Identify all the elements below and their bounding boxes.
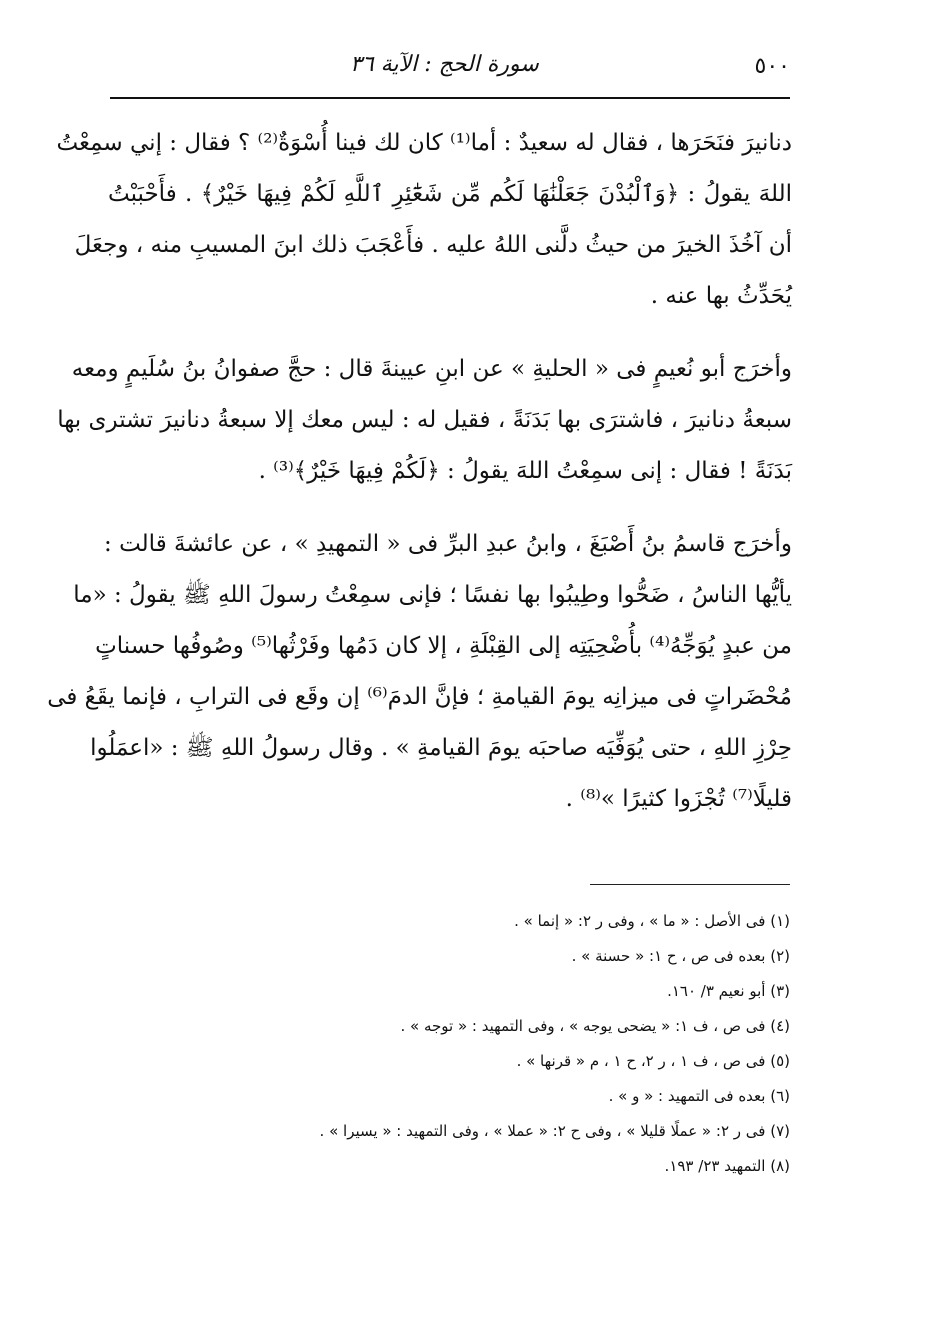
text-line: مُحْضَراتٍ فى ميزانِه يومَ القيامةِ ؛ فإنَّ الدمَ⁽⁶⁾ إن وقَع فى الترابِ ، فإنما يقَعُ فى — [47, 684, 792, 710]
footnote: (٢) بعده فى ص ، ح ١: « حسنة » . — [571, 947, 790, 965]
text-line: حِرْزِ اللهِ ، حتى يُوَفِّيَه صاحبَه يومَ القيامةِ » . وقال رسولُ اللهِ ﷺ : «اعمَلُوا — [90, 735, 792, 761]
text-line: بَدَنَةً ! فقال : إنى سمِعْتُ اللهَ يقولُ : ﴿لَكُمْ فِيهَا خَيْرٌ﴾⁽³⁾ . — [258, 458, 792, 484]
footnote-divider — [590, 884, 790, 885]
footnote: (١) فى الأصل : « ما » ، وفى ر ٢: « إنما » . — [514, 912, 790, 930]
page-number: ٥٠٠ — [754, 54, 790, 79]
text-line: سبعةُ دنانيرَ ، فاشترَى بها بَدَنَةً ، فقيل له : ليس معك إلا سبعةُ دنانيرَ تشترى بها — [57, 407, 792, 433]
text-line: وأخرَج أبو نُعيمٍ فى « الحليةِ » عن ابنِ عيينةَ قال : حجَّ صفوانُ بنُ سُلَيمٍ ومعه — [71, 356, 792, 382]
text-line: يأيُّها الناسُ ، ضَحُّوا وطِيبُوا بها نفسًا ؛ فإنى سمِعْتُ رسولَ اللهِ ﷺ يقولُ : «ما — [73, 582, 792, 608]
text-line: يُحَدِّثُ بها عنه . — [650, 283, 792, 309]
footnote: (٥) فى ص ، ف ١ ، ر ٢، ح ١ ، م « قرنها » . — [516, 1052, 790, 1070]
paragraph — [47, 519, 792, 825]
paragraph — [56, 118, 792, 322]
text-line: دنانيرَ فنَحَرَها ، فقال له سعيدٌ : أما⁽¹⁾ كان لك فينا أُسْوَةٌ⁽²⁾ ؟ فقال : إني سمِعْتُ — [56, 130, 792, 156]
text-line: أن آخُذَ الخيرَ من حيثُ دلَّنى اللهُ عليه . فأَعْجَبَ ذلك ابنَ المسيبِ منه ، وجعَلَ — [74, 232, 792, 258]
footnote: (٨) التمهيد ٢٣/ ١٩٣. — [664, 1157, 790, 1175]
text-line: من عبدٍ يُوَجِّهُ⁽⁴⁾ بأُضْحِيَتِه إلى القِبْلَةِ ، إلا كان دَمُها وفَرْثُها⁽⁵⁾ وصُوفُها حسناتٍ — [95, 633, 792, 659]
main-text — [47, 118, 792, 847]
footnote: (٦) بعده فى التمهيد : « و » . — [608, 1087, 790, 1105]
text-line: قليلًا⁽⁷⁾ تُجْزَوا كثيرًا »⁽⁸⁾ . — [565, 786, 792, 812]
surah-title: سورة الحج : الآية ٣٦ — [350, 52, 539, 77]
text-line: اللهَ يقولُ : ﴿وَٱلْبُدْنَ جَعَلْنَٰهَا لَكُم مِّن شَعَٰٓئِرِ ٱللَّهِ لَكُمْ فِيهَا خَيْرٌ﴾ . فأَحْبَبْتُ — [108, 181, 792, 207]
header-divider — [110, 97, 790, 99]
running-header — [110, 50, 790, 90]
paragraph — [57, 344, 792, 497]
footnote: (٤) فى ص ، ف ١: « يضحى يوجه » ، وفى التمهيد : « توجه » . — [400, 1017, 790, 1035]
footnote: (٧) فى ر ٢: « عملًا قليلا » ، وفى ح ٢: « عملا » ، وفى التمهيد : « يسيرا » . — [319, 1122, 790, 1140]
footnotes — [150, 904, 790, 1184]
text-line: وأخرَج قاسمُ بنُ أَصْبَغَ ، وابنُ عبدِ البرِّ فى « التمهيدِ » ، عن عائشةَ قالت : — [104, 531, 792, 557]
footnote: (٣) أبو نعيم ٣/ ١٦٠. — [667, 982, 790, 1000]
